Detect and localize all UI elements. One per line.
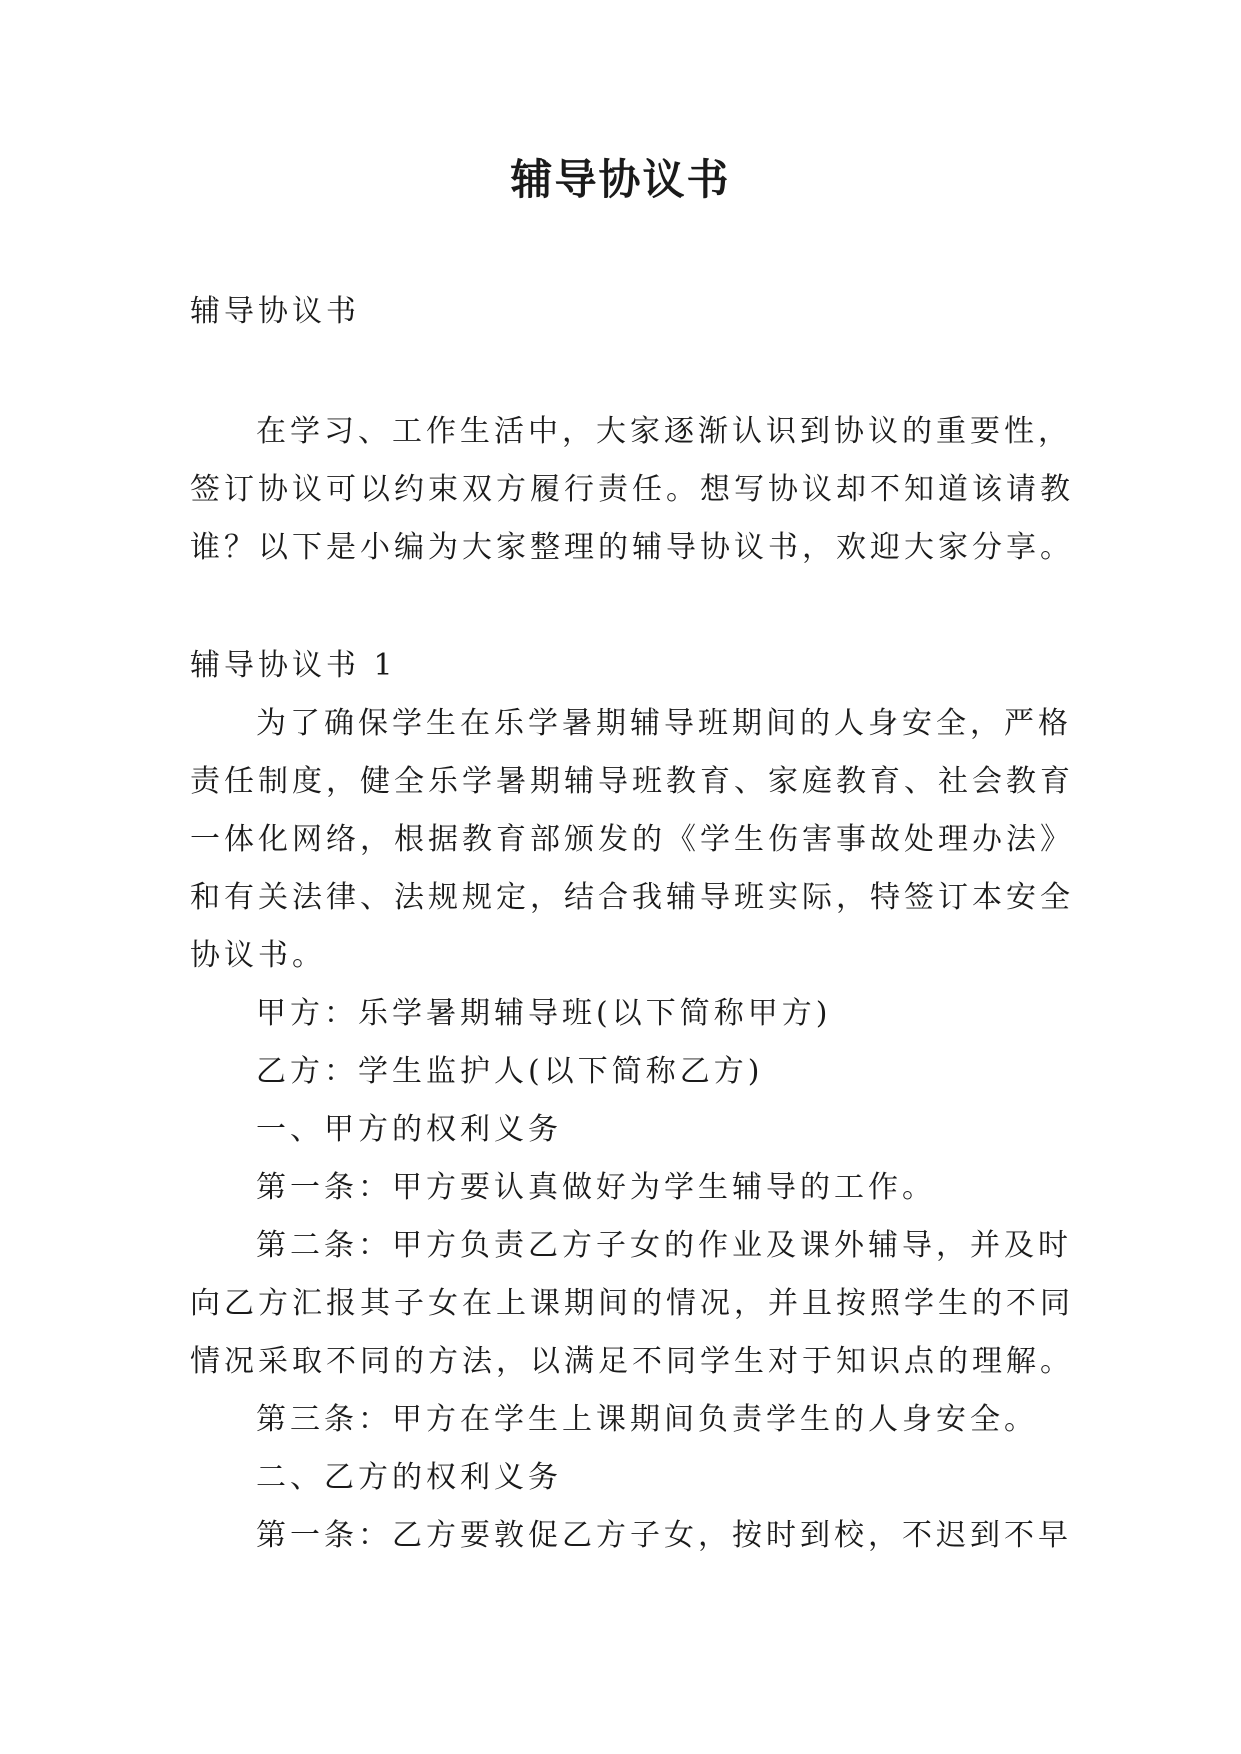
clause-a-3: 第三条：甲方在学生上课期间负责学生的人身安全。 [256,1402,1038,1437]
body-line-2: 责任制度，健全乐学暑期辅导班教育、家庭教育、社会教育 [190,764,1074,799]
clause-a-1: 第一条：甲方要认真做好为学生辅导的工作。 [256,1170,936,1205]
document-title: 辅导协议书 [510,155,731,204]
intro-line-2: 签订协议可以约束双方履行责任。想写协议却不知道该请教 [190,472,1074,507]
body-line-3: 一体化网络，根据教育部颁发的《学生伤害事故处理办法》 [190,822,1074,857]
section-b-heading: 二、乙方的权利义务 [256,1460,562,1495]
section-heading: 辅导协议书 1 [190,648,397,683]
body-line-5: 协议书。 [190,938,326,973]
document-subtitle: 辅导协议书 [190,294,360,329]
party-a-line: 甲方：乐学暑期辅导班(以下简称甲方) [256,996,832,1031]
party-b-line: 乙方：学生监护人(以下简称乙方) [256,1054,764,1089]
intro-line-1: 在学习、工作生活中，大家逐渐认识到协议的重要性， [256,414,1072,449]
intro-line-3: 谁？以下是小编为大家整理的辅导协议书，欢迎大家分享。 [190,530,1074,565]
body-line-4: 和有关法律、法规规定，结合我辅导班实际，特签订本安全 [190,880,1074,915]
section-a-heading: 一、甲方的权利义务 [256,1112,562,1147]
clause-b-1: 第一条：乙方要敦促乙方子女，按时到校，不迟到不早 [256,1518,1072,1553]
body-line-1: 为了确保学生在乐学暑期辅导班期间的人身安全，严格 [256,706,1072,741]
clause-a-2-line-1: 第二条：甲方负责乙方子女的作业及课外辅导，并及时 [256,1228,1072,1263]
clause-a-2-line-3: 情况采取不同的方法，以满足不同学生对于知识点的理解。 [190,1344,1074,1379]
clause-a-2-line-2: 向乙方汇报其子女在上课期间的情况，并且按照学生的不同 [190,1286,1074,1321]
